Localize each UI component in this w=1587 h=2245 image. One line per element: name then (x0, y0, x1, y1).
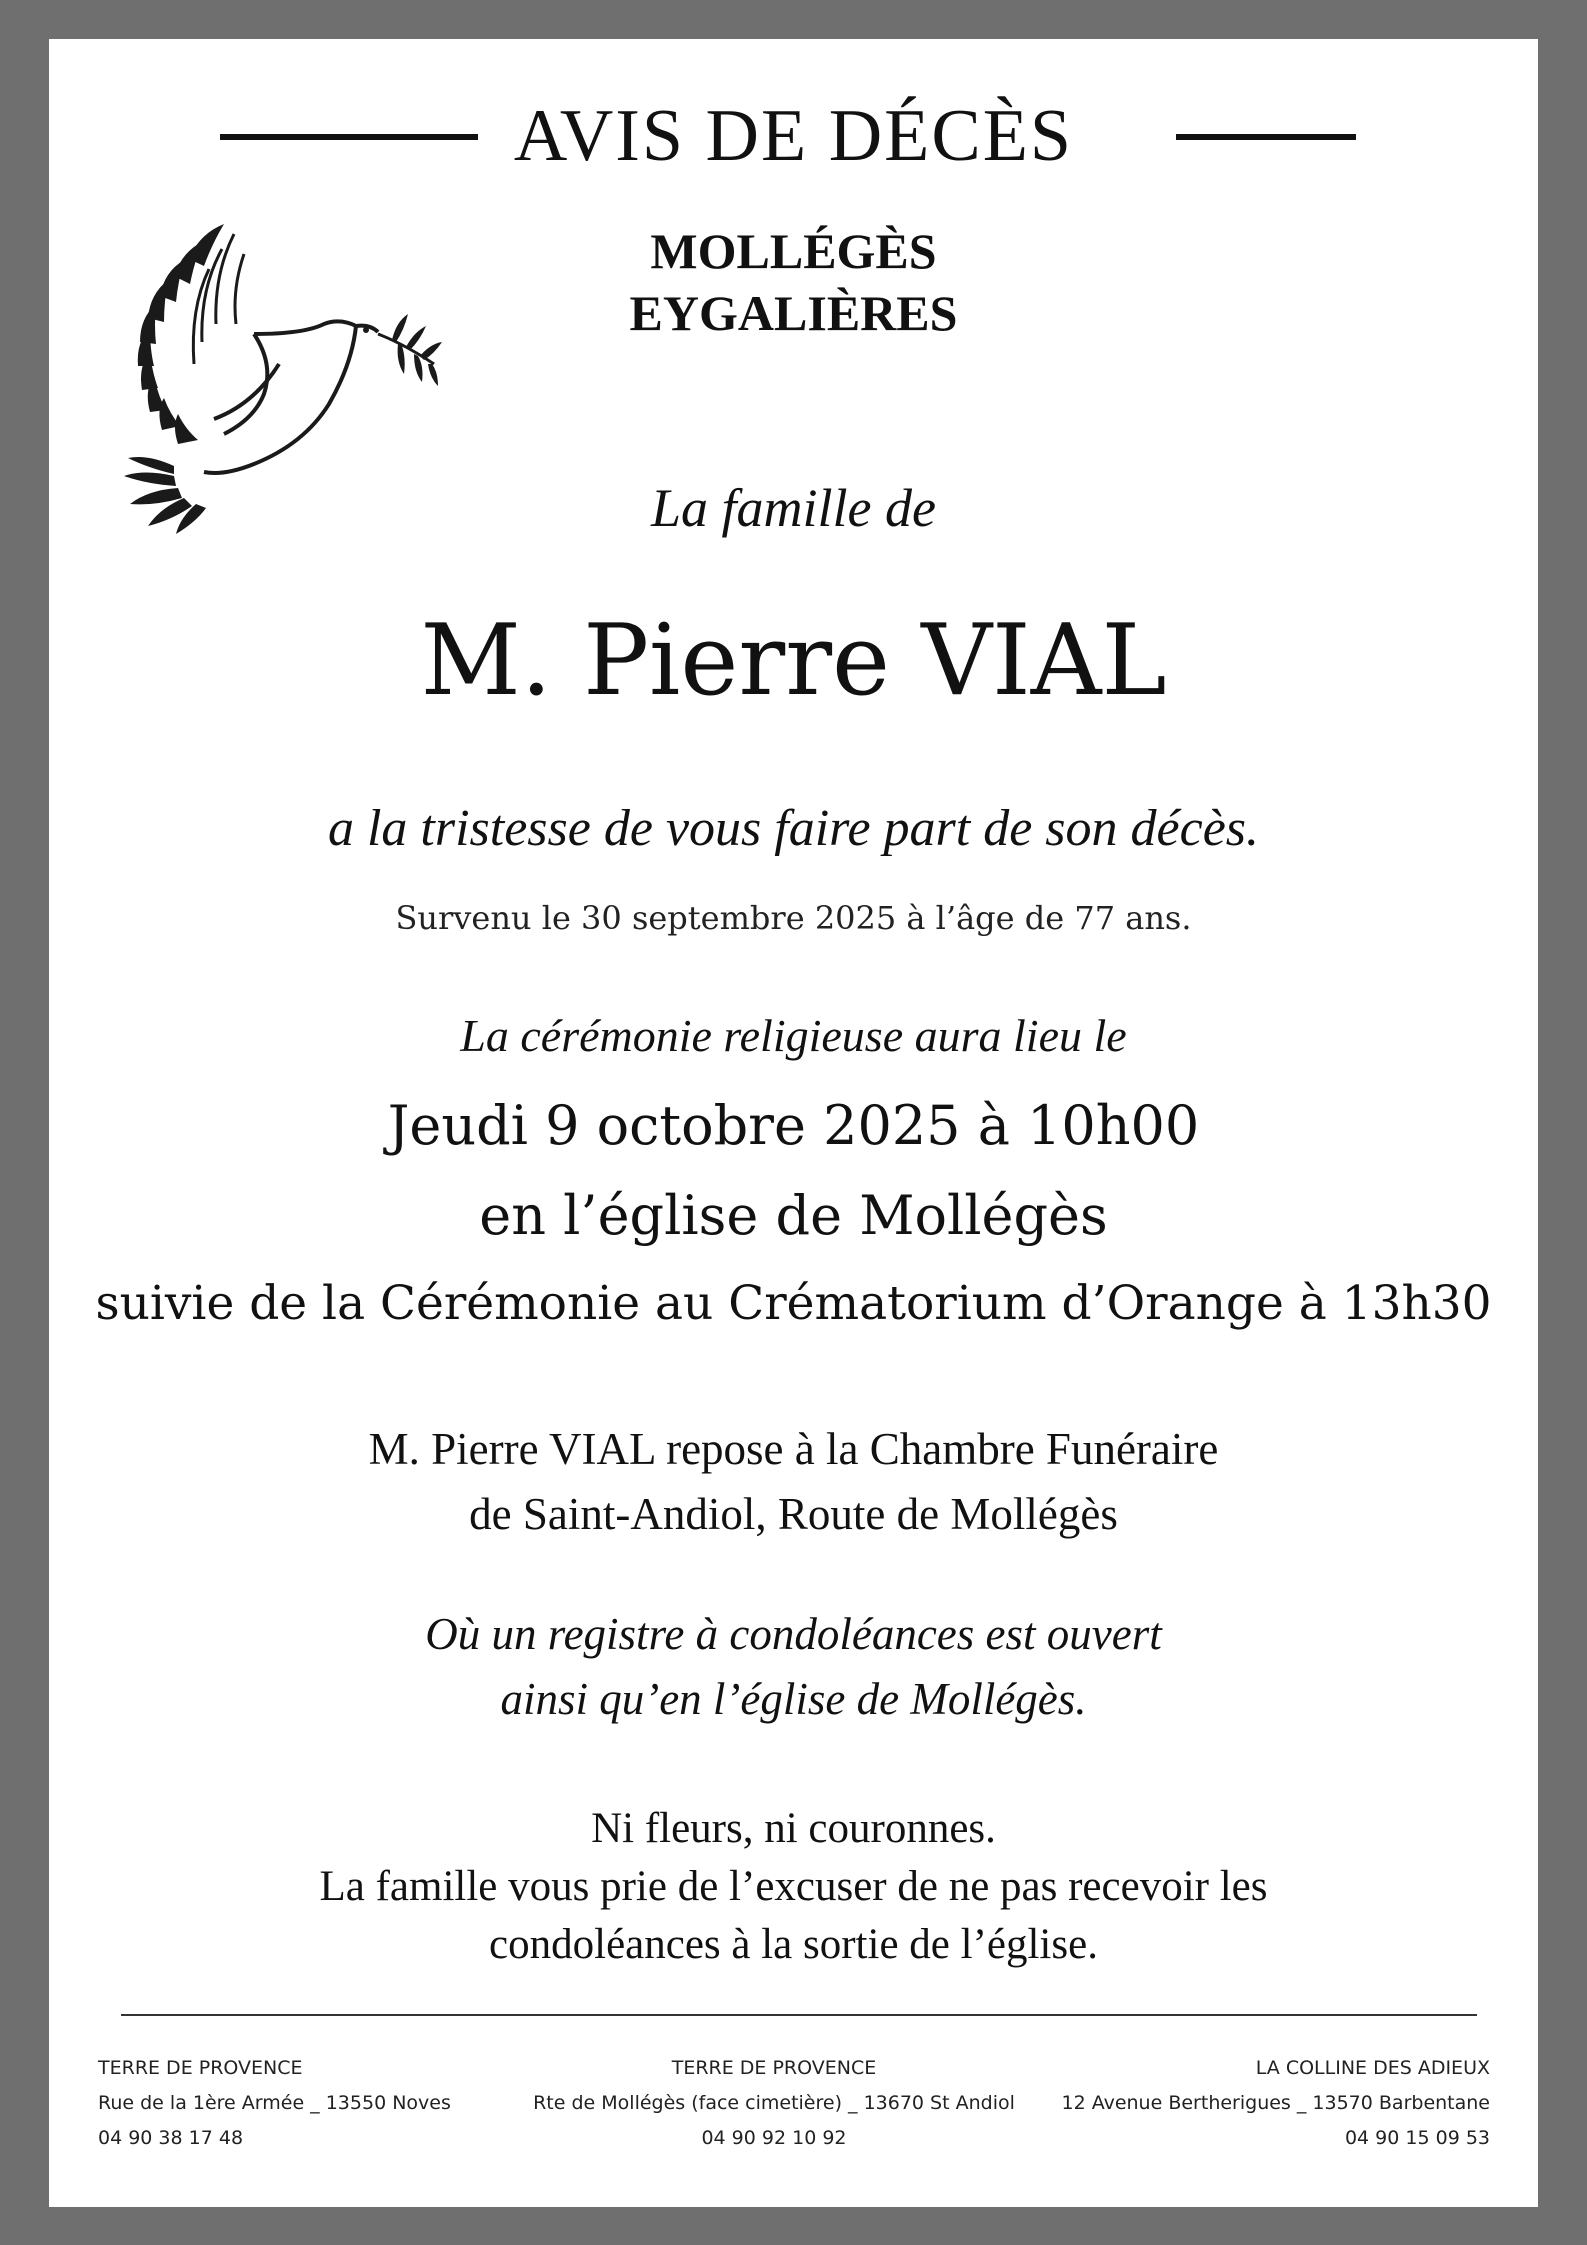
footer-address: Rue de la 1ère Armée _ 13550 Noves (98, 2092, 451, 2114)
town-name: MOLLÉGÈS (650, 223, 937, 279)
register-line: Où un registre à condoléances est ouvert (425, 1609, 1162, 1659)
footer-divider (121, 2014, 1477, 2016)
flowers-line: La famille vous prie de l’excuser de ne pas recevoir les (319, 1863, 1268, 1910)
footer-phone: 04 90 92 10 92 (701, 2127, 847, 2149)
ceremony-place: en l’église de Mollégès (479, 1184, 1108, 1247)
footer-contact (98, 2051, 451, 2156)
ceremony-date: Jeudi 9 octobre 2025 à 10h00 (387, 1094, 1200, 1157)
town-name: EYGALIÈRES (629, 285, 958, 341)
footer-company: TERRE DE PROVENCE (671, 2057, 877, 2079)
register-line: ainsi qu’en l’église de Mollégès. (500, 1674, 1087, 1724)
notice-sheet (49, 39, 1538, 2207)
deceased-name: M. Pierre VIAL (420, 604, 1167, 718)
ceremony-followup: suivie de la Cérémonie au Crématorium d’Orange à 13h30 (95, 1276, 1492, 1331)
footer-address: 12 Avenue Bertherigues _ 13570 Barbentane (1061, 2092, 1490, 2114)
flowers-line: Ni fleurs, ni couronnes. (591, 1805, 996, 1852)
flowers-line: condoléances à la sortie de l’église. (489, 1921, 1098, 1968)
footer-company: LA COLLINE DES ADIEUX (1255, 2057, 1490, 2079)
footer-phone: 04 90 38 17 48 (98, 2127, 244, 2149)
rest-line: de Saint-Andiol, Route de Mollégès (469, 1489, 1118, 1539)
rest-line: M. Pierre VIAL repose à la Chambre Funéraire (368, 1424, 1219, 1474)
sadness-text: a la tristesse de vous faire part de son décès. (327, 800, 1260, 857)
footer-contact (1061, 2051, 1490, 2156)
footer-company: TERRE DE PROVENCE (98, 2057, 303, 2079)
footer-phone: 04 90 15 09 53 (1344, 2127, 1490, 2149)
death-info: Survenu le 30 septembre 2025 à l’âge de 77 ans. (395, 899, 1192, 937)
footer-address: Rte de Mollégès (face cimetière) _ 13670 St Andiol (533, 2092, 1015, 2114)
page-title: AVIS DE DÉCÈS (513, 95, 1074, 177)
ceremony-intro: La cérémonie religieuse aura lieu le (460, 1010, 1127, 1061)
footer-contact (514, 2051, 1034, 2156)
intro-text: La famille de (651, 478, 936, 538)
